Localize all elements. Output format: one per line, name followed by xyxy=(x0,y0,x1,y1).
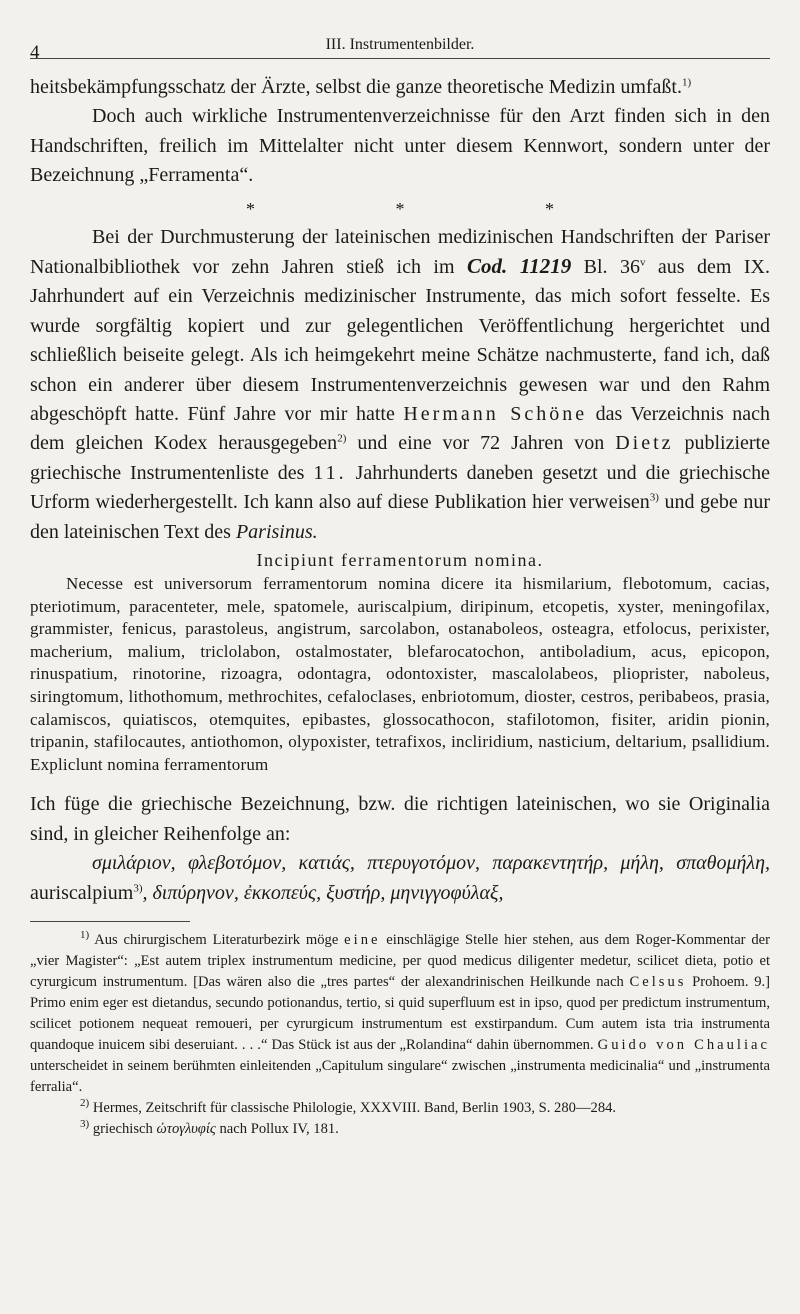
greek-text-a: σμιλάριον, φλεβοτόμον, κατιάς, πτερυγοτόμον, παρακεντητήρ, μήλη, σπαθομήλη, xyxy=(92,852,770,875)
p3-text-g: Jahrhunderts daneben gesetzt und die griechische Urform wiederhergestellt. Ich kann also auf diese Publikation hier verweisen xyxy=(30,461,770,514)
incipit-heading: Incipiunt ferramentorum nomina. xyxy=(256,550,544,571)
footnote-ref-1: 1) xyxy=(682,76,692,89)
verso-mark: v xyxy=(639,256,646,269)
p3-text-c: aus dem IX. Jahrhundert auf ein Verzeichnis medizinischer Instrumente, das mich sofort fesselte. Es wurde sorgfältig kopiert und zur gelegentlichen Veröffentlichung hergerichtet und schließlich beiseite gelegt. Als ich heimgekehrt meine Schätze nachmusterte, fand ich, daß schon ein anderer über diesem Instrumentenverzeichnis gewesen war und den Rahm abgeschöpft hatte. Fünf Jahre vor mir hatte xyxy=(30,256,770,426)
footnote-3 xyxy=(30,1119,770,1140)
main-text xyxy=(30,73,770,908)
footnote-1-text-d: unterscheidet in seinem berühmten einleitenden „Capitulum singulare“ zwischen „instrumenta medicinalia“ und „instrumenta ferralia“. xyxy=(30,1058,770,1096)
footnote-2 xyxy=(30,1098,770,1119)
section-divider-stars: * * * xyxy=(246,198,622,219)
running-title: III. Instrumentenbilder. xyxy=(325,36,475,53)
greek-latin-word: auriscalpium xyxy=(30,881,134,904)
footnote-3-mark: 3) xyxy=(80,1118,90,1131)
p3-text-d: das Verzeichnis nach dem gleichen Kodex herausgegeben xyxy=(30,403,771,455)
author-name-schoene: Hermann Schöne xyxy=(403,403,588,426)
footnote-3-greek: ὠτογλυφίς xyxy=(156,1121,216,1138)
footnote-1-celsus: Celsus xyxy=(629,974,687,991)
footnote-1-guido: Guido von Chauliac xyxy=(597,1037,770,1054)
footnote-3-text-b: nach Pollux IV, 181. xyxy=(215,1121,339,1138)
footnote-rule xyxy=(30,921,190,922)
paragraph-4: Ich füge die griechische Bezeichnung, bzw. die richtigen lateinischen, wo sie Originalia sind, in gleicher Reihenfolge an: xyxy=(30,793,770,845)
footnote-ref-3: 3) xyxy=(649,491,659,504)
footnote-1-text-c: Prohoem. 9.] Primo enim eger est dietandus, secundo potionandus, tertio, si quid superfluum est in ipso, quod per predictum instrumentum, scilicet potionem nequeat remoueri, per cyrurgicum instrumentum est exstirpandum. Cum autem ista tria instrumenta quandoque inuicem sibi deseruiant. . . .“ Das Stück ist aus der „Rolandina“ dahin übernommen. xyxy=(30,974,771,1054)
greek-names xyxy=(30,849,770,908)
footnote-3-text-a: griechisch xyxy=(89,1121,157,1138)
footnote-1 xyxy=(30,930,770,1098)
footnotes xyxy=(30,930,770,1140)
footnote-1-eine: eine xyxy=(344,932,381,949)
p3-text-a: Bei der Durchmusterung der lateinischen medizinischen Handschriften der Pariser Nationalbibliothek vor zehn Jahren stieß ich im xyxy=(30,225,770,279)
codex-reference: Cod. 11219 xyxy=(466,254,572,279)
latin-instrument-list: Necesse est universorum ferramentorum nomina dicere ita hismilarium, flebotomum, cacias, pteriotimum, paracenteter, mele, spatomele, auriscalpium, diripinum, etcopetis, xyster, meningofilax, grammister, fenicus, parastoleus, angistrum, sarcolabon, ostanaboleos, osteagra, etfolocus, perixister, macherium, malium, triclolabon, ostalmostater, blefarocatochon, antiboladium, acus, epicopon, rinuspatium, rinotorine, rizoagra, odontagra, odontoxister, mascalolabeos, plioprister, naboleus, siringtomum, lithothomum, methrochites, cefaloclases, enbriotomum, dioster, cestros, peribabeos, prasia, calamiscos, quiatiscos, otemquites, epibastes, glossocathocon, stafilotomon, fisiter, aridin pionin, tripanin, stafilocautes, antiothomon, olypoxister, tetrafixos, incliridium, nasticium, deltarium, psallidium. Expliclunt nomina ferramentorum xyxy=(30,574,770,774)
footnote-2-mark: 2) xyxy=(80,1097,90,1110)
p3-text-f: publizierte griechische Instrumentenliste des xyxy=(30,432,770,484)
greek-text-b: , διπύρηνον, ἐκκοπεύς, ξυστήρ, μηνιγγοφύλαξ, xyxy=(142,881,504,904)
paragraph-1 xyxy=(30,73,770,102)
book-page xyxy=(30,30,770,1140)
p3-text-b: Bl. 36 xyxy=(571,256,640,279)
footnote-2-text: Hermes, Zeitschrift für classische Philologie, XXXVIII. Band, Berlin 1903, S. 280—284. xyxy=(89,1100,617,1117)
footnote-1-text-b: einschlägige Stelle hier stehen, aus dem Roger-Kommentar der „vier Magister“: „Est autem triplex instrumentum medicine, per quod medicus diligenter medetur, scilicet dieta, potio et cyrurgicum instrumentum. [Das wären also die „tres partes“ der alexandrinischen Heilkunde nach xyxy=(30,932,770,991)
p3-text-h: und gebe nur den lateinischen Text des xyxy=(30,491,770,543)
paragraph-1-text: heitsbekämpfungsschatz der Ärzte, selbst die ganze theoretische Medizin umfaßt. xyxy=(30,76,682,98)
footnote-ref-2: 2) xyxy=(337,432,347,445)
paragraph-3 xyxy=(30,223,770,547)
page-number: 4 xyxy=(30,42,40,63)
footnote-1-text-a: Aus chirurgischem Literaturbezirk möge xyxy=(89,932,345,949)
century-number: 11. xyxy=(313,461,347,484)
parisinus-title: Parisinus. xyxy=(235,520,318,543)
page-header xyxy=(30,30,770,63)
footnote-ref-3b: 3) xyxy=(133,882,143,894)
footnote-1-mark: 1) xyxy=(80,929,90,942)
author-name-dietz: Dietz xyxy=(615,432,674,455)
p3-text-e: und eine vor 72 Jahren von xyxy=(346,432,616,455)
paragraph-2: Doch auch wirkliche Instrumentenverzeichnisse für den Arzt finden sich in den Handschriften, freilich im Mittelalter nicht unter diesem Kennwort, sondern unter der Bezeichnung „Ferramenta“. xyxy=(30,105,770,187)
